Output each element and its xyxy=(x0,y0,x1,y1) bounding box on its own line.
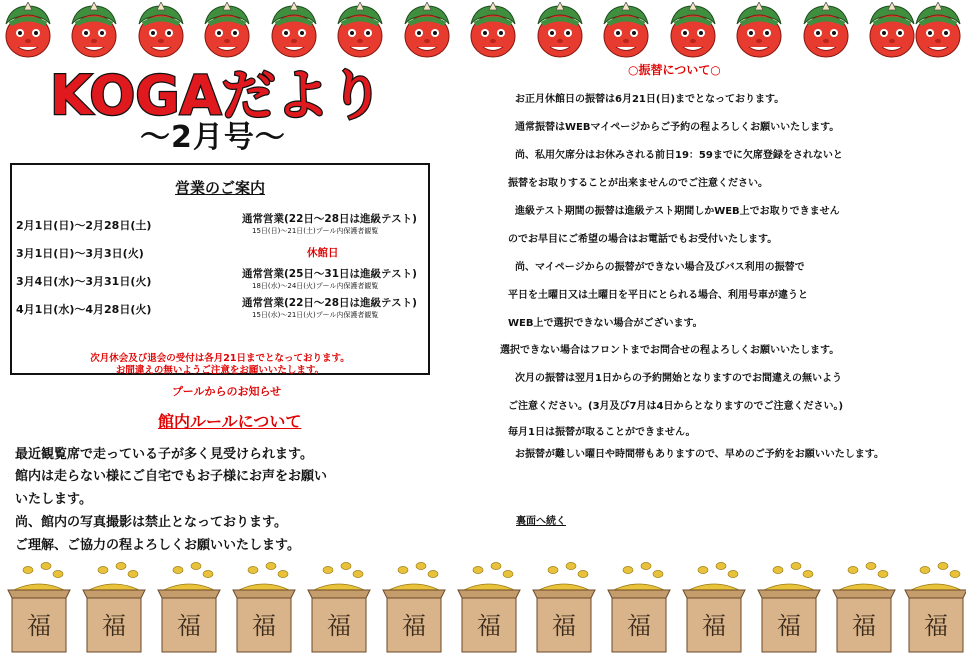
fuku-masu-icon xyxy=(903,562,966,658)
red-oni-icon xyxy=(133,2,189,60)
masu-label: 福 xyxy=(924,612,948,640)
red-oni-icon xyxy=(532,2,588,60)
withdrawal-notice: 次月休会及び退会の受付は各月21日までとなっております。 xyxy=(90,353,350,364)
pool-news-label: プールからのお知らせ xyxy=(172,385,282,398)
business-hours-box xyxy=(10,163,430,375)
red-oni-icon xyxy=(66,2,122,60)
masu-label: 福 xyxy=(27,612,51,640)
red-oni-icon xyxy=(465,2,521,60)
rules-text-line: ご理解、ご協力の程よろしくお願いいたします。 xyxy=(15,538,300,553)
hours-row-note: 15日(水)〜21日(火)プール内保護者観覧 xyxy=(252,311,379,319)
newsletter-subtitle: 〜2月号〜 xyxy=(140,120,286,155)
rules-text-line: 尚、館内の写真撮影は禁止となっております。 xyxy=(15,515,287,530)
transfer-text-line: 選択できない場合はフロントまでお問合せの程よろしくお願いいたします。 xyxy=(500,345,840,356)
masu-label: 福 xyxy=(177,612,201,640)
transfer-text-line: WEB上で選択できない場合がございます。 xyxy=(508,318,703,329)
hours-row-date: 4月1日(水)〜4月28日(火) xyxy=(16,303,152,316)
fuku-masu-border xyxy=(0,562,966,672)
red-oni-icon xyxy=(798,2,854,60)
transfer-text-line: 尚、マイページからの振替ができない場合及びバス利用の振替で xyxy=(515,262,805,273)
masu-label: 福 xyxy=(327,612,351,640)
transfer-text-line: 平日を土曜日又は土曜日を平日にとられる場合、利用号車が違うと xyxy=(508,290,808,301)
fuku-masu-icon xyxy=(681,562,747,658)
transfer-heading: ○振替について○ xyxy=(628,63,721,77)
hours-row-status: 通常営業(25日〜31日は進級テスト) xyxy=(242,268,417,280)
rules-text-line: 館内は走らない様にご自宅でもお子様にお声をお願い xyxy=(15,469,328,484)
masu-label: 福 xyxy=(402,612,426,640)
transfer-text-line: お正月休館日の振替は6月21日(日)までとなっております。 xyxy=(515,94,785,105)
red-oni-icon xyxy=(910,2,966,60)
facility-rules-heading: 館内ルールについて xyxy=(158,412,302,431)
fuku-masu-icon xyxy=(606,562,672,658)
transfer-text-line: 尚、私用欠席分はお休みされる前日19：59までに欠席登録をされないと xyxy=(515,150,843,161)
red-oni-icon xyxy=(199,2,255,60)
hours-row-note: 15日(日)〜21日(土)プール内保護者観覧 xyxy=(252,227,379,235)
business-hours-heading: 営業のご案内 xyxy=(174,179,265,197)
hours-row-date: 3月4日(水)〜3月31日(火) xyxy=(16,275,152,288)
hours-row-note: 18日(水)〜24日(火)プール内保護者観覧 xyxy=(252,282,379,290)
rules-text-line: いたします。 xyxy=(15,492,92,507)
red-oni-icon xyxy=(332,2,388,60)
masu-label: 福 xyxy=(702,612,726,640)
red-oni-icon xyxy=(598,2,654,60)
masu-label: 福 xyxy=(252,612,276,640)
transfer-text-line: 毎月1日は振替が取ることができません。 xyxy=(508,427,696,438)
hours-row-date: 2月1日(日)〜2月28日(土) xyxy=(16,219,152,232)
fuku-masu-icon xyxy=(756,562,822,658)
masu-label: 福 xyxy=(777,612,801,640)
red-oni-icon xyxy=(399,2,455,60)
transfer-text-line: 進級テスト期間の振替は進級テスト期間しかWEB上でお取りできません xyxy=(515,206,840,217)
fuku-masu-icon xyxy=(156,562,222,658)
red-oni-icon xyxy=(0,2,56,60)
newsletter-title-text: KOGAだより xyxy=(50,64,384,127)
transfer-text-line: ご注意ください。(3月及び7月は4日からとなりますのでご注意ください。) xyxy=(508,401,844,412)
oni-border xyxy=(0,0,966,62)
masu-label: 福 xyxy=(852,612,876,640)
hours-row-status: 通常営業(22日〜28日は進級テスト) xyxy=(242,297,417,309)
masu-label: 福 xyxy=(477,612,501,640)
fuku-masu-icon xyxy=(381,562,447,658)
red-oni-icon xyxy=(731,2,787,60)
hours-row-status: 通常営業(22日〜28日は進級テスト) xyxy=(242,213,417,225)
fuku-masu-icon xyxy=(456,562,522,658)
fuku-masu-icon xyxy=(231,562,297,658)
red-oni-icon xyxy=(266,2,322,60)
fuku-masu-icon xyxy=(6,562,72,658)
transfer-text-line: 振替をお取りすることが出来ませんのでご注意ください。 xyxy=(508,178,768,189)
masu-label: 福 xyxy=(627,612,651,640)
hours-row-date: 3月1日(日)〜3月3日(火) xyxy=(16,247,144,260)
transfer-text-line: 通常振替はWEBマイページからご予約の程よろしくお願いいたします。 xyxy=(515,122,840,133)
transfer-text-line: お振替が難しい曜日や時間帯もありますので、早めのご予約をお願いいたします。 xyxy=(515,449,884,460)
fuku-masu-icon xyxy=(306,562,372,658)
transfer-text-line: 次月の振替は翌月1日からの予約開始となりますのでお間違えの無いよう xyxy=(515,373,842,384)
fuku-masu-icon xyxy=(81,562,147,658)
withdrawal-notice-caution: お間違えの無いようご注意をお願いいたします。 xyxy=(115,365,325,376)
continue-on-back-link[interactable]: 裏面へ続く xyxy=(516,516,566,527)
transfer-text-line: のでお早目にご希望の場合はお電話でもお受付いたします。 xyxy=(508,234,778,245)
masu-label: 福 xyxy=(102,612,126,640)
fuku-masu-icon xyxy=(831,562,897,658)
rules-text-line: 最近観覧席で走っている子が多く見受けられます。 xyxy=(15,447,313,462)
red-oni-icon xyxy=(665,2,721,60)
masu-label: 福 xyxy=(552,612,576,640)
hours-row-closed: 休館日 xyxy=(307,247,339,259)
fuku-masu-icon xyxy=(531,562,597,658)
